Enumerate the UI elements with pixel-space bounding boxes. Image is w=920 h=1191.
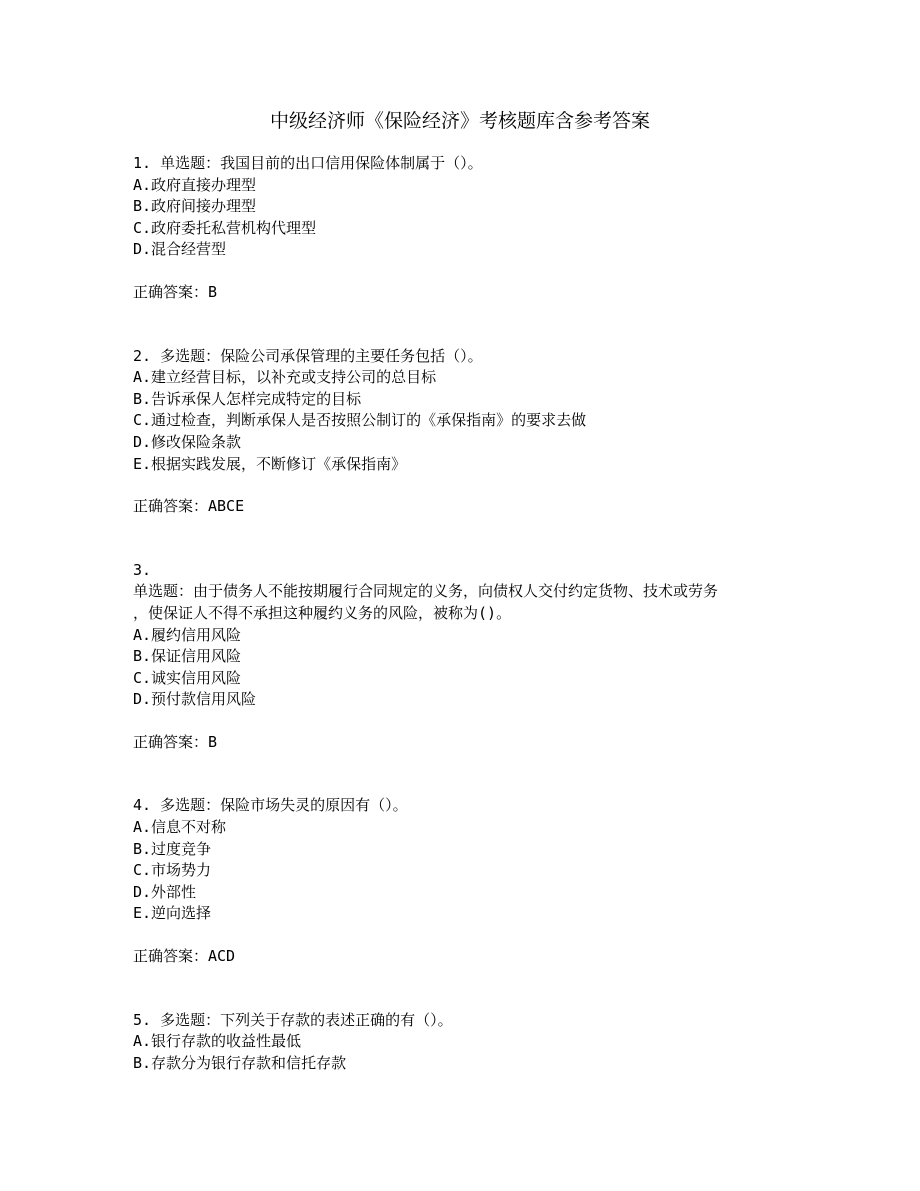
option-d: D.外部性 [133, 882, 197, 901]
question-stem: 单选题：由于债务人不能按期履行合同规定的义务，向债权人交付约定货物、技术或劳务 [133, 582, 719, 601]
option-a: A.银行存款的收益性最低 [133, 1032, 302, 1051]
correct-answer: 正确答案：B [133, 282, 218, 301]
question-stem: 4. 多选题：保险市场失灵的原因有（）。 [133, 796, 408, 815]
question-3 [133, 560, 793, 754]
option-e: E.逆向选择 [133, 904, 212, 923]
option-b: B.过度竞争 [133, 839, 212, 858]
question-2 [133, 346, 793, 518]
question-stem-continued: ，使保证人不得不承担这种履约义务的风险，被称为()。 [133, 603, 512, 622]
option-c: C.政府委托私营机构代理型 [133, 218, 317, 237]
option-e: E.根据实践发展，不断修订《承保指南》 [133, 454, 407, 473]
question-stem: 1. 单选题：我国目前的出口信用保险体制属于（）。 [133, 154, 483, 172]
option-b: B.政府间接办理型 [133, 197, 257, 216]
option-c: C.市场势力 [133, 861, 212, 880]
option-a: A.履约信用风险 [133, 625, 242, 644]
question-5 [133, 1010, 793, 1075]
correct-answer: 正确答案：ABCE [133, 497, 245, 516]
question-1 [133, 153, 793, 304]
question-4 [133, 795, 793, 967]
correct-answer: 正确答案：ACD [133, 947, 236, 966]
option-a: A.政府直接办理型 [133, 175, 257, 194]
option-a: A.建立经营目标，以补充或支持公司的总目标 [133, 368, 437, 387]
correct-answer: 正确答案：B [133, 732, 218, 751]
question-number: 3. [133, 560, 152, 579]
option-b: B.保证信用风险 [133, 647, 242, 666]
document-title: 中级经济师《保险经济》考核题库含参考答案 [269, 110, 650, 132]
question-list [133, 153, 793, 1074]
question-stem: 5. 多选题：下列关于存款的表述正确的有（）。 [133, 1010, 453, 1029]
option-d: D.混合经营型 [133, 240, 227, 259]
option-d: D.修改保险条款 [133, 432, 242, 451]
option-b: B.告诉承保人怎样完成特定的目标 [133, 389, 362, 408]
option-c: C.诚实信用风险 [133, 668, 242, 687]
option-c: C.通过检查，判断承保人是否按照公制订的《承保指南》的要求去做 [133, 411, 587, 430]
question-stem: 2. 多选题：保险公司承保管理的主要任务包括（）。 [133, 346, 483, 365]
option-b: B.存款分为银行存款和信托存款 [133, 1053, 347, 1072]
option-a: A.信息不对称 [133, 818, 227, 837]
option-d: D.预付款信用风险 [133, 690, 257, 709]
